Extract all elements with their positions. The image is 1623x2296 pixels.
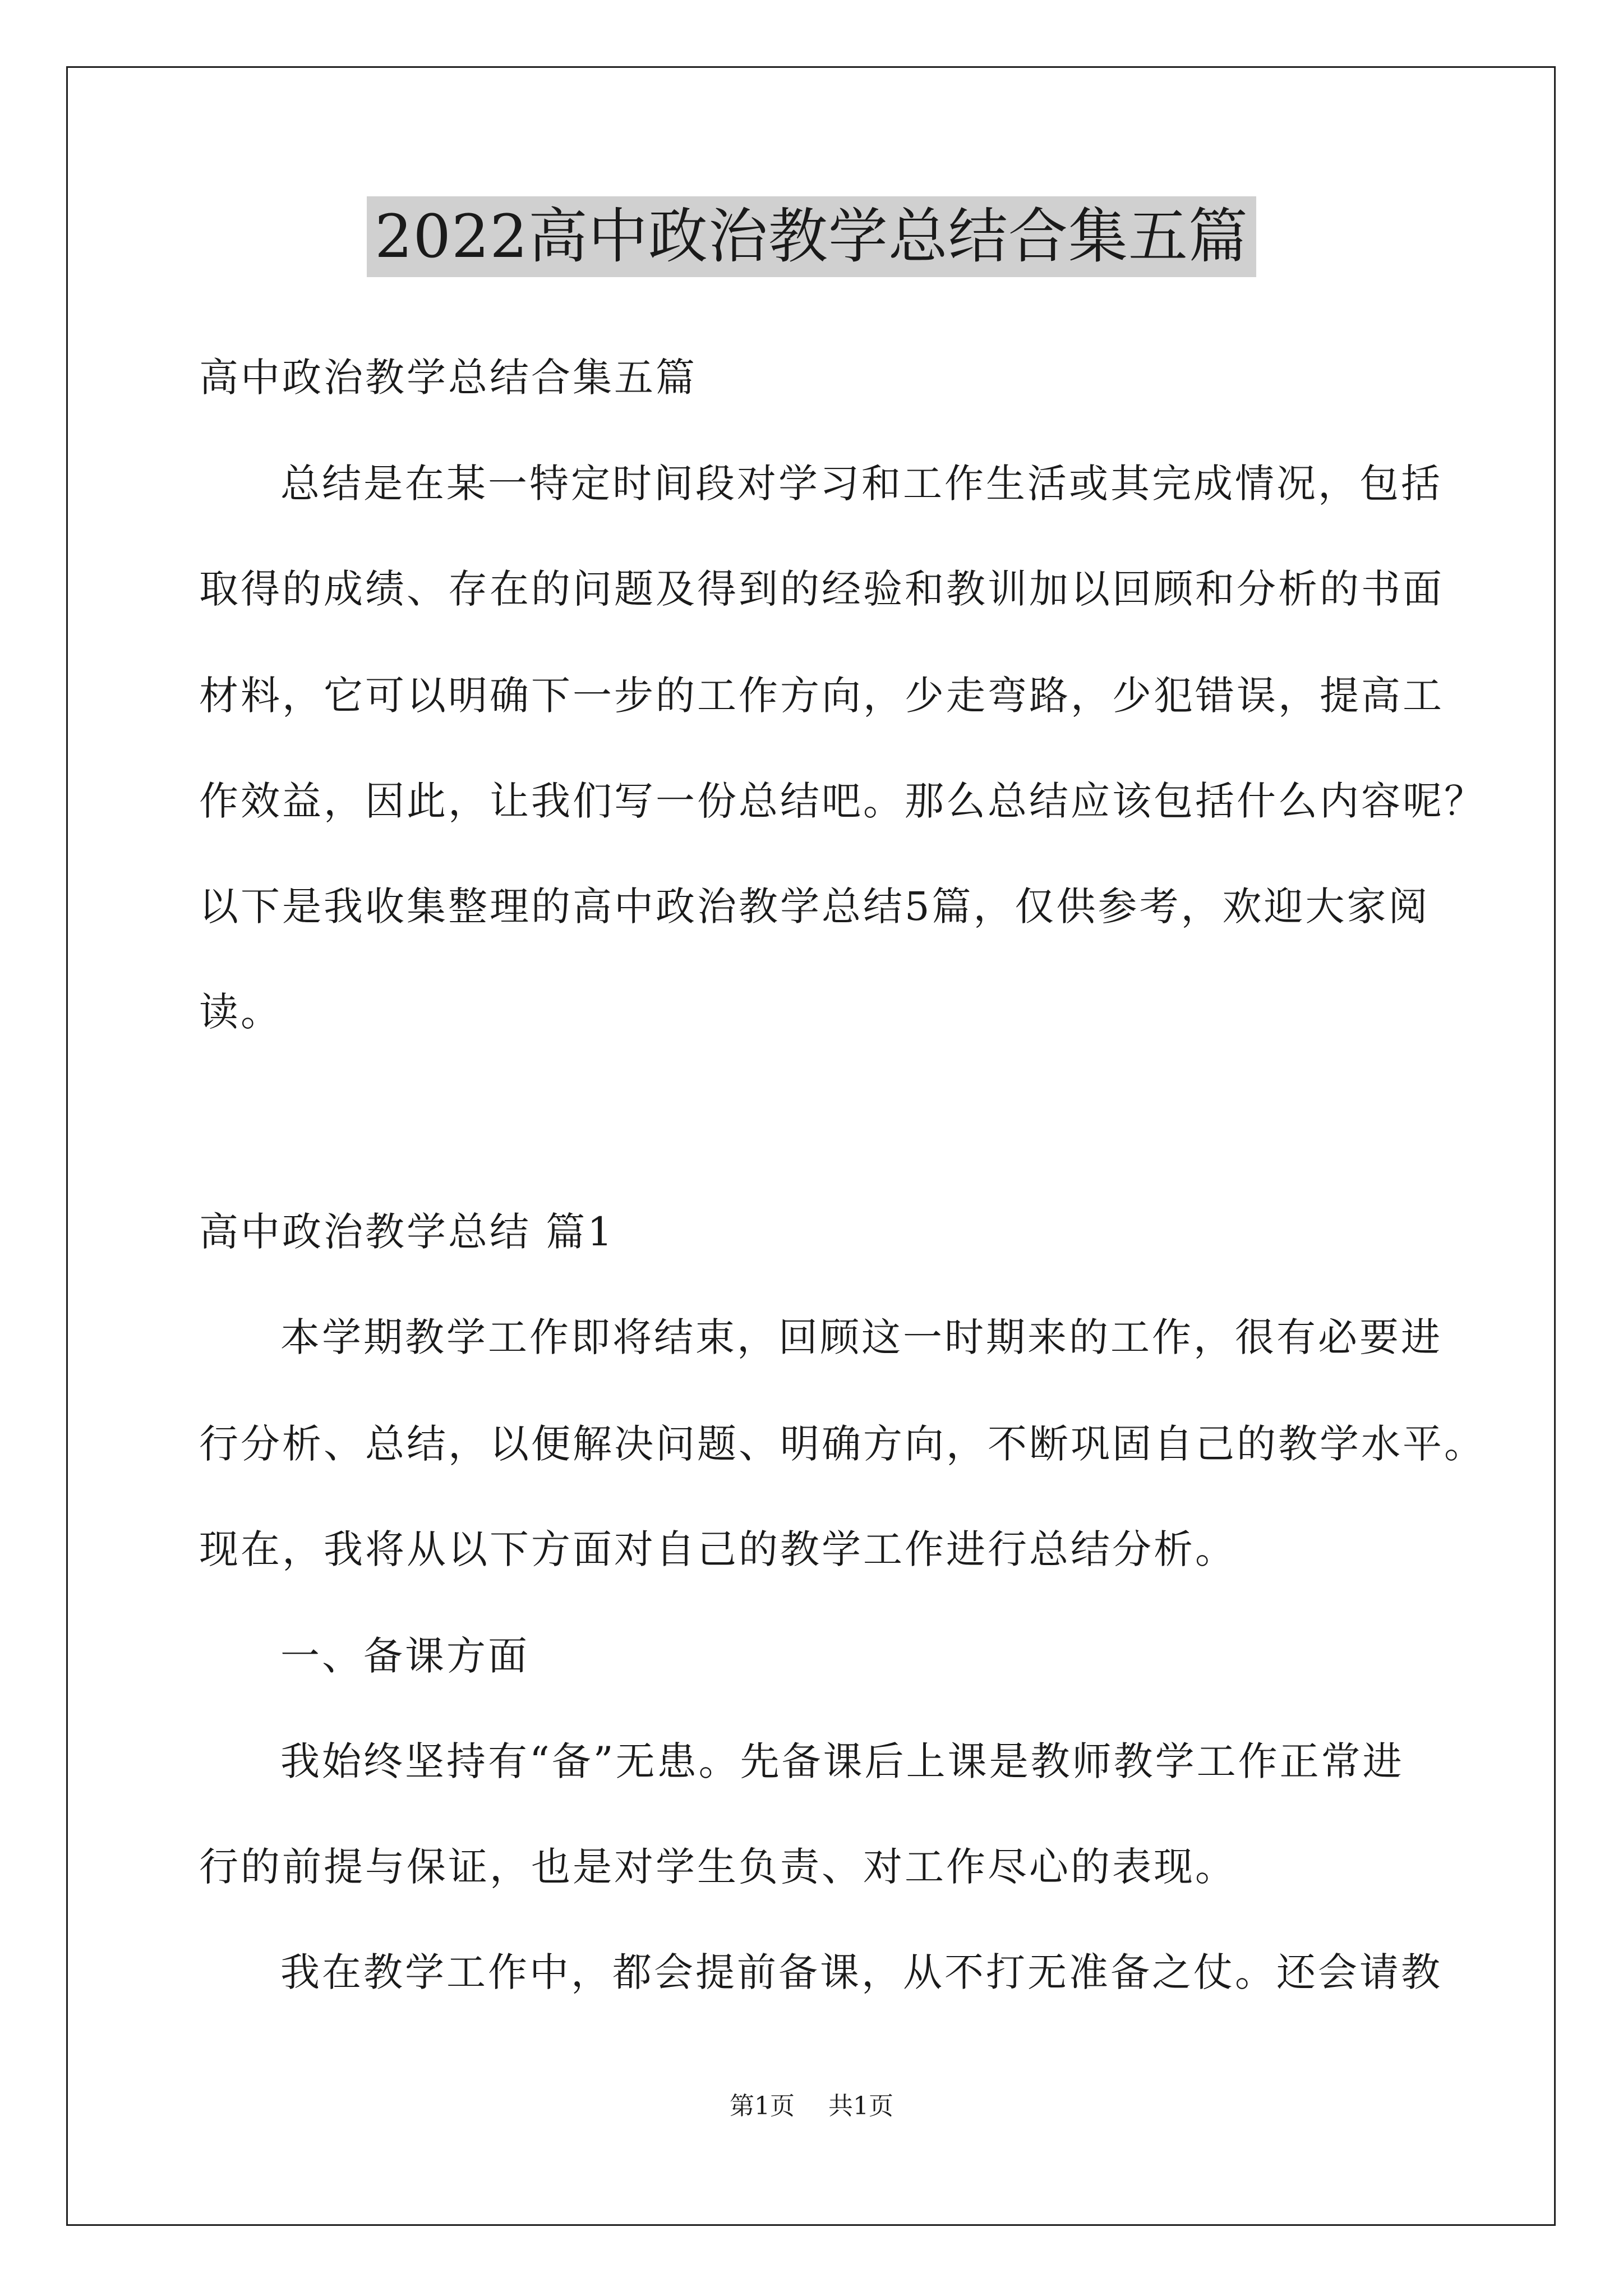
intro-line-5: 以下是我收集整理的高中政治教学总结5篇，仅供参考，欢迎大家阅 — [199, 884, 1430, 930]
document-title: 2022高中政治教学总结合集五篇 — [367, 196, 1256, 277]
intro-line-6: 读。 — [199, 989, 282, 1035]
para2-line-2: 行的前提与保证，也是对学生负责、对工作尽心的表现。 — [199, 1844, 1237, 1890]
page-footer — [0, 2090, 1623, 2123]
page-total: 共1页 — [828, 2092, 893, 2120]
section-line-2: 行分析、总结，以便解决问题、明确方向，不断巩固自己的教学水平。 — [199, 1421, 1486, 1467]
section-line-3: 现在，我将从以下方面对自己的教学工作进行总结分析。 — [199, 1526, 1237, 1572]
para2-line-1: 我始终坚持有“备”无患。先备课后上课是教师教学工作正常进 — [280, 1738, 1404, 1784]
section-line-1: 本学期教学工作即将结束，回顾这一时期来的工作，很有必要进 — [280, 1314, 1442, 1360]
document-subtitle: 高中政治教学总结合集五篇 — [199, 355, 697, 401]
para3-line-1: 我在教学工作中，都会提前备课，从不打无准备之仗。还会请教 — [280, 1949, 1442, 1995]
subheading-preparation: 一、备课方面 — [280, 1633, 529, 1679]
intro-line-2: 取得的成绩、存在的问题及得到的经验和教训加以回顾和分析的书面 — [199, 566, 1444, 612]
intro-line-1: 总结是在某一特定时间段对学习和工作生活或其完成情况，包括 — [280, 461, 1442, 507]
page-number: 第1页 — [730, 2092, 795, 2120]
title-container — [0, 196, 1623, 277]
intro-line-4: 作效益，因此，让我们写一份总结吧。那么总结应该包括什么内容呢？ — [199, 778, 1486, 824]
intro-line-3: 材料，它可以明确下一步的工作方向，少走弯路，少犯错误，提高工 — [199, 673, 1444, 719]
section-heading: 高中政治教学总结 篇1 — [199, 1209, 615, 1255]
